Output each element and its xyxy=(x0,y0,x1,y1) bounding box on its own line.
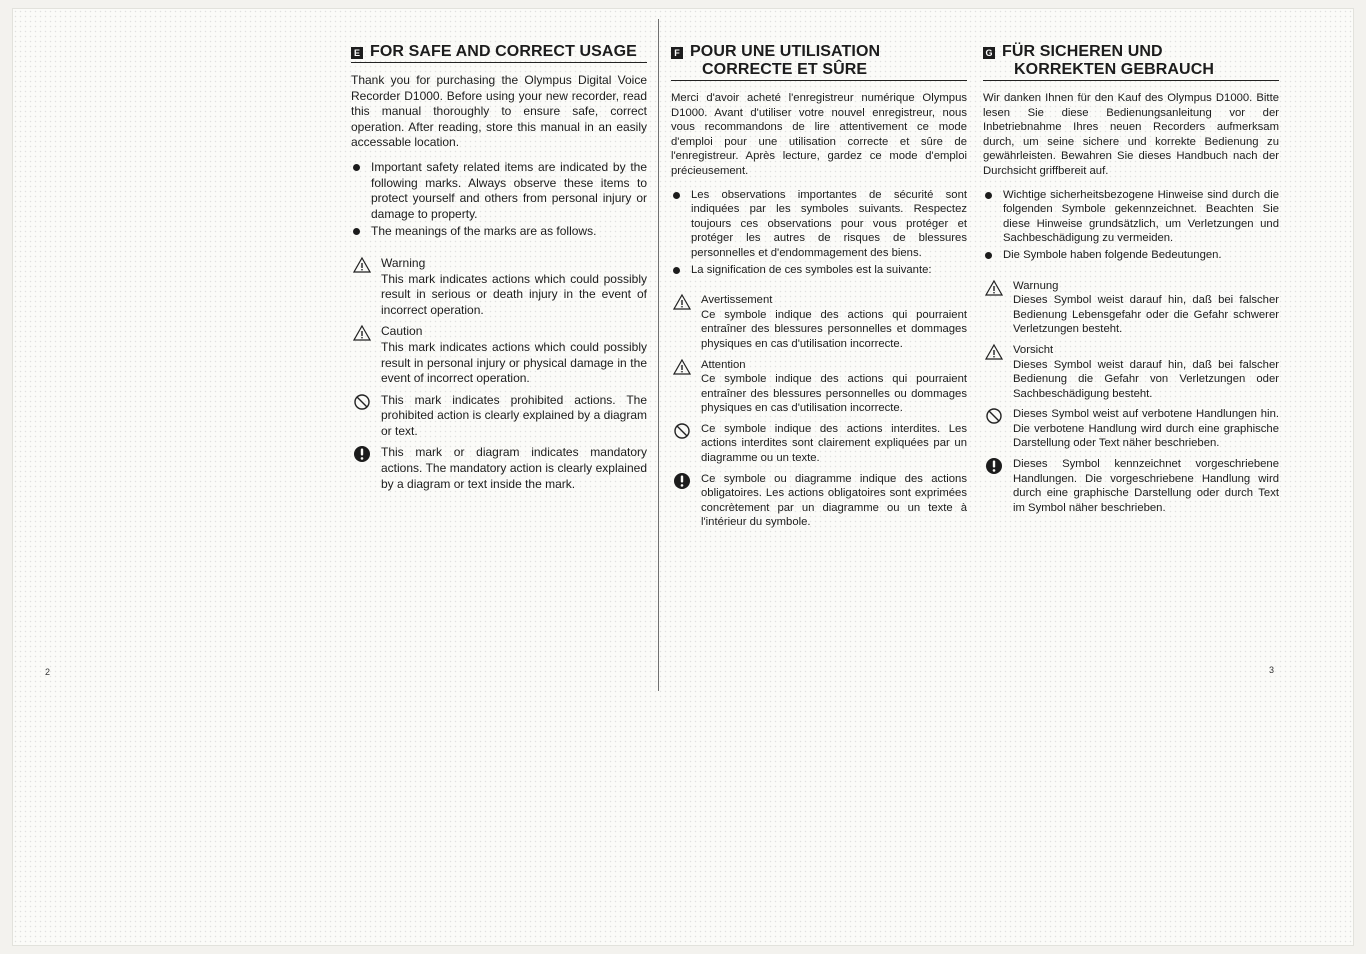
bullet-item xyxy=(351,224,647,240)
german-bullets xyxy=(983,188,1279,263)
bullet-dot-icon xyxy=(673,267,680,274)
warning-mark xyxy=(351,256,647,318)
warning-title: Warning xyxy=(381,255,426,270)
language-badge-f: F xyxy=(671,47,683,59)
caution-title: Vorsicht xyxy=(1013,343,1054,356)
prohibited-description: Dieses Symbol weist auf verbotene Handlungen hin. Die verbotene Handlung wird durch eine graphische Darstellung oder Text näher beschrieben. xyxy=(1013,408,1279,450)
mandatory-description: This mark or diagram indicates mandatory actions. The mandatory action is clearly explained by a diagram or text inside the mark. xyxy=(381,445,647,491)
french-heading xyxy=(671,43,967,81)
warning-description: Ce symbole indique des actions qui pourraient entraîner des blessures personnelles et dommages physiques en cas d'utilisation incorrecte. xyxy=(701,308,967,350)
warning-triangle-icon xyxy=(673,293,691,311)
caution-mark xyxy=(671,358,967,416)
prohibited-mark xyxy=(351,393,647,440)
page-number-right: 3 xyxy=(1269,665,1275,675)
mandatory-description: Dieses Symbol kennzeichnet vorgeschriebene Handlungen. Die vorgeschriebene Handlung wird durch eine graphische Darstellung oder durch Text im Symbol näher beschrieben. xyxy=(1013,458,1279,514)
caution-mark xyxy=(351,324,647,386)
german-heading-text xyxy=(1002,43,1214,79)
page-number-left: 2 xyxy=(45,667,51,677)
english-heading-text xyxy=(370,43,637,61)
warning-triangle-icon xyxy=(353,256,371,274)
english-column xyxy=(351,43,647,498)
heading-line: POUR UNE UTILISATION xyxy=(690,43,881,60)
mandatory-icon xyxy=(985,457,1003,475)
heading-line: FOR SAFE AND CORRECT USAGE xyxy=(370,43,637,60)
caution-mark xyxy=(983,343,1279,401)
bullet-dot-icon xyxy=(353,228,360,235)
french-bullets xyxy=(671,188,967,278)
warning-title: Avertissement xyxy=(701,294,773,307)
page-fold-line xyxy=(658,19,659,691)
bullet-dot-icon xyxy=(985,192,992,199)
caution-description: This mark indicates actions which could possibly result in personal injury or physical damage in the event of incorrect operation. xyxy=(381,339,647,386)
language-badge-e: E xyxy=(351,47,363,59)
bullet-item xyxy=(671,263,967,278)
mandatory-mark xyxy=(983,457,1279,515)
french-heading-text xyxy=(690,43,880,79)
bullet-text: Die Symbole haben folgende Bedeutungen. xyxy=(1003,248,1222,261)
english-heading xyxy=(351,43,647,63)
german-heading xyxy=(983,43,1279,81)
heading-line: CORRECTE ET SÛRE xyxy=(702,61,868,78)
bullet-item xyxy=(983,188,1279,246)
bullet-text: The meanings of the marks are as follows. xyxy=(371,224,597,239)
warning-mark xyxy=(983,279,1279,337)
warning-mark xyxy=(671,293,967,351)
bullet-dot-icon xyxy=(353,164,360,171)
prohibited-description: This mark indicates prohibited actions. The prohibited action is clearly explained by a diagram or text. xyxy=(381,392,647,438)
language-badge-g: G xyxy=(983,47,995,59)
bullet-text: Les observations importantes de sécurité sont indiquées par les symboles suivants. Respectez toujours ces observations pour vous protéger et protéger les autres de risques de blessures personnelles et d'endommagement des biens. xyxy=(691,188,967,259)
prohibited-mark xyxy=(983,407,1279,451)
prohibited-icon xyxy=(353,393,371,411)
prohibited-mark xyxy=(671,422,967,466)
german-column xyxy=(983,43,1279,521)
warning-description: Dieses Symbol weist darauf hin, daß bei falscher Bedienung Lebensgefahr oder die Gefahr schwerer Verletzungen besteht. xyxy=(1013,294,1279,336)
french-column xyxy=(671,43,967,536)
bullet-item xyxy=(983,248,1279,263)
heading-line: FÜR SICHEREN UND xyxy=(1002,43,1163,60)
mandatory-description: Ce symbole ou diagramme indique des actions obligatoires. Les actions obligatoires sont exprimées concrètement par un diagramme ou un texte à l'intérieur du symbole. xyxy=(701,472,967,529)
german-intro: Wir danken Ihnen für den Kauf des Olympus D1000. Bitte lesen Sie diese Bedienungsanleitung vor der Inbetriebnahme Ihres neuen Recorders aufmerksam durch, um seine sichere und korrekte Bedienung zu gewährleisten. Bewahren Sie dieses Handbuch nach der Durchsicht griffbereit auf. xyxy=(983,92,1279,177)
french-intro: Merci d'avoir acheté l'enregistreur numérique Olympus D1000. Avant d'utiliser votre nouvel enregistreur, nous vous recommandons de lire attentivement ce mode d'emploi pour une utilisation correcte et sûre de l'enregistreur. Après lecture, gardez ce mode d'emploi précieusement. xyxy=(671,92,967,177)
prohibited-icon xyxy=(985,407,1003,425)
caution-description: Ce symbole indique des actions qui pourraient entraîner des blessures personnelles ou dommages physiques en cas d'utilisation incorrecte. xyxy=(701,373,967,415)
caution-triangle-icon xyxy=(673,358,691,376)
bullet-item xyxy=(671,188,967,261)
caution-description: Dieses Symbol weist darauf hin, daß bei falscher Bedienung die Gefahr von Verletzungen oder Sachbeschädigung besteht. xyxy=(1013,358,1279,400)
mandatory-mark xyxy=(671,472,967,530)
prohibited-description: Ce symbole indique des actions interdites. Les actions interdites sont clairement expliquées par un diagramme ou un texte. xyxy=(701,422,967,465)
heading-line: KORREKTEN GEBRAUCH xyxy=(1014,61,1215,78)
english-bullets xyxy=(351,160,647,240)
warning-description: This mark indicates actions which could possibly result in serious or death injury in the event of incorrect operation. xyxy=(381,271,647,317)
bullet-text: La signification de ces symboles est la suivante: xyxy=(691,263,932,276)
bullet-dot-icon xyxy=(985,252,992,259)
caution-title: Attention xyxy=(701,358,746,371)
warning-title: Warnung xyxy=(1013,279,1059,292)
warning-triangle-icon xyxy=(985,279,1003,297)
mandatory-icon xyxy=(673,472,691,490)
prohibited-icon xyxy=(673,422,691,440)
bullet-text: Important safety related items are indicated by the following marks. Always observe these items to protect yourself and others from personal injury or damage to property. xyxy=(371,159,647,221)
caution-title: Caution xyxy=(381,324,423,339)
bullet-dot-icon xyxy=(673,192,680,199)
caution-triangle-icon xyxy=(353,324,371,342)
bullet-item xyxy=(351,160,647,222)
english-intro: Thank you for purchasing the Olympus Digital Voice Recorder D1000. Before using your new recorder, read this manual thoroughly to ensure safe, correct operation. After reading, store this manual in an easily accessable location. xyxy=(351,73,647,150)
mandatory-icon xyxy=(353,445,371,463)
bullet-text: Wichtige sicherheitsbezogene Hinweise sind durch die folgenden Symbole gekennzeichnet. Beachten Sie diese Hinweise grundsätzlich, um Verletzungen und Sachbeschädigung zu vermeiden. xyxy=(1003,188,1279,245)
manual-spread xyxy=(12,8,1354,946)
caution-triangle-icon xyxy=(985,343,1003,361)
mandatory-mark xyxy=(351,445,647,492)
